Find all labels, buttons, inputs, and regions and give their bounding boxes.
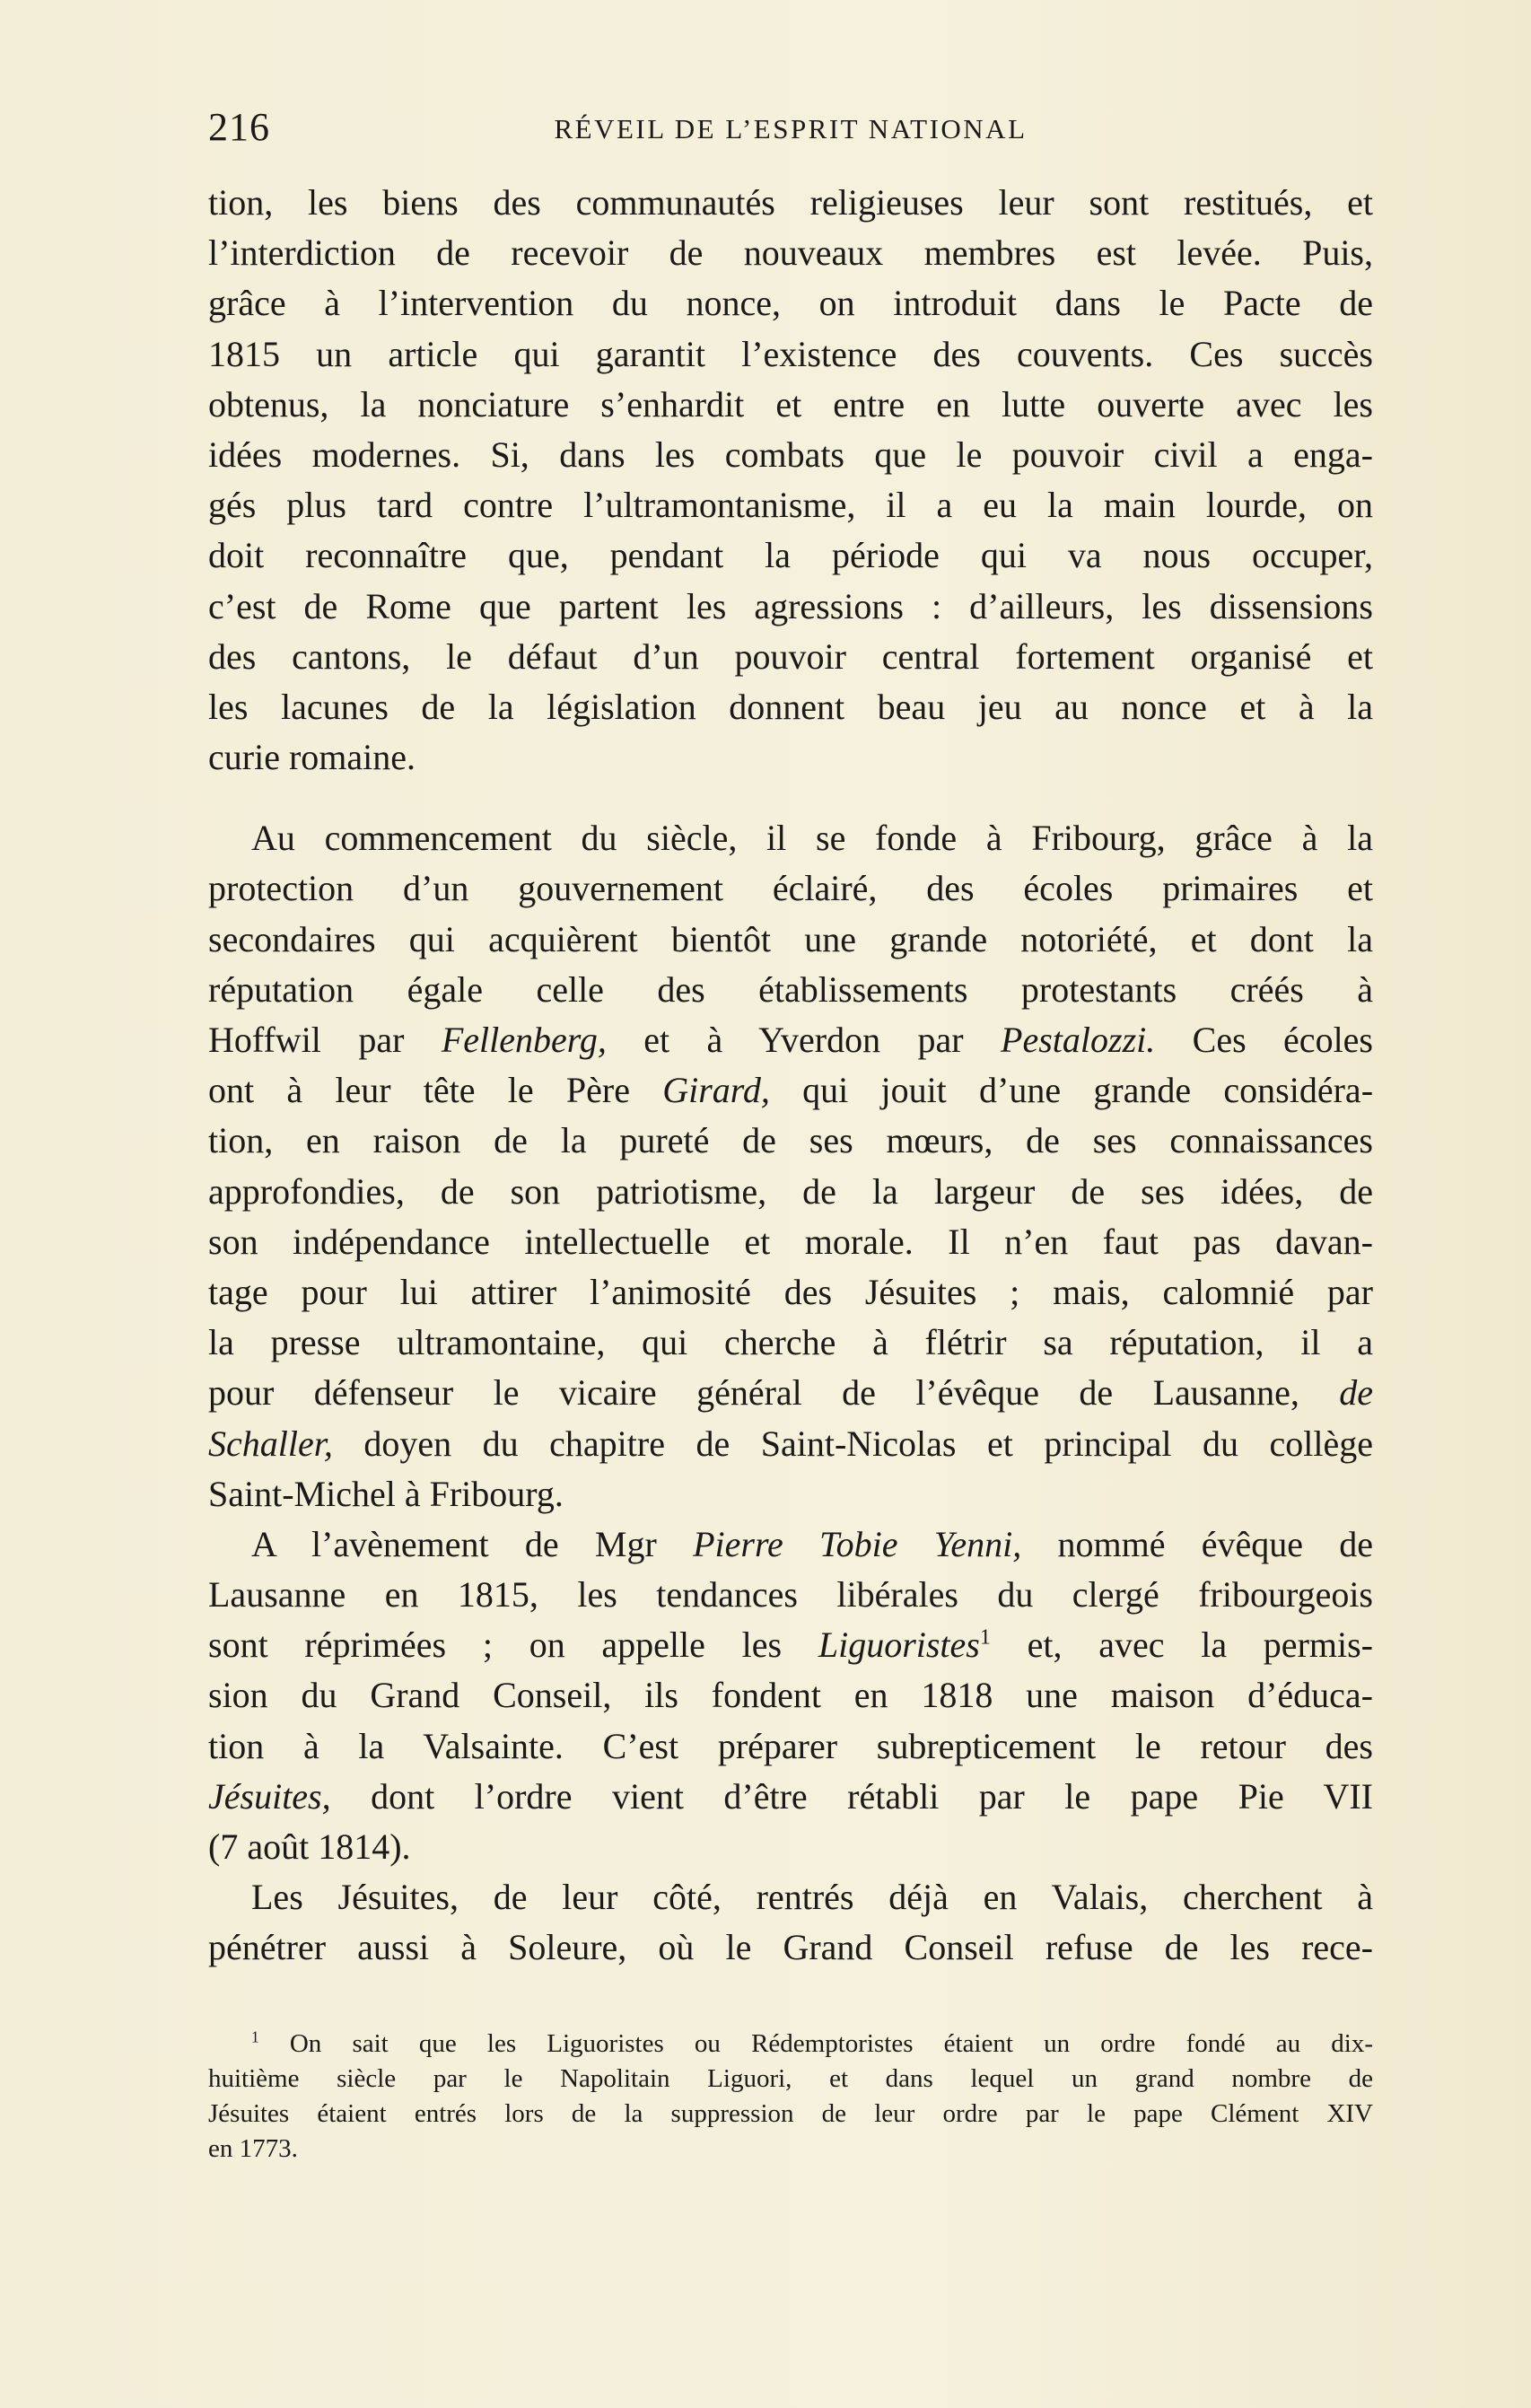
body-text xyxy=(208,178,1373,1974)
footnote xyxy=(208,2027,1373,2167)
paragraph-4 xyxy=(208,1872,1373,1973)
text-line: idées modernes. Si, dans les combats que le pouvoir civil a enga- xyxy=(208,433,1373,475)
text-run: et à Yverdon par xyxy=(606,1020,1002,1060)
text-run: Ces écoles xyxy=(1155,1020,1373,1060)
text-line: tion, en raison de la pureté de ses mœurs, de ses connaissances xyxy=(208,1120,1373,1161)
text-line xyxy=(208,1015,1373,1065)
text-line xyxy=(208,1419,1373,1469)
text-run: ont à leur tête le Père xyxy=(208,1070,663,1111)
text-line: des cantons, le défaut d’un pouvoir central fortement organisé et xyxy=(208,635,1373,677)
text-line: Lausanne en 1815, les tendances libérales du clergé fribourgeois xyxy=(208,1574,1373,1616)
name-yenni: Pierre Tobie Yenni, xyxy=(693,1523,1022,1564)
name-de: de xyxy=(1339,1372,1373,1414)
text-line: sion du Grand Conseil, ils fondent en 1818 une maison d’éduca- xyxy=(208,1675,1373,1716)
name-girard: Girard, xyxy=(662,1070,770,1111)
text-line xyxy=(208,1620,1373,1670)
text-line: curie romaine. xyxy=(208,737,416,778)
name-schaller: Schaller, xyxy=(208,1423,333,1464)
paragraph-2 xyxy=(208,813,1373,1519)
text-line: grâce à l’intervention du nonce, on introduit dans le Pacte de xyxy=(208,283,1373,324)
text-line xyxy=(208,1772,1373,1822)
page-number: 216 xyxy=(208,105,270,149)
text-line: c’est de Rome que partent les agressions : d’ailleurs, les dissensions xyxy=(208,585,1373,626)
text-line: (7 août 1814). xyxy=(208,1826,411,1867)
text-line xyxy=(208,1065,1373,1116)
footnote-line xyxy=(208,2027,1373,2062)
text-line: l’interdiction de recevoir de nouveaux membres est levée. Puis, xyxy=(208,232,1373,274)
text-run: doyen du chapitre de Saint-Nicolas et principal du collège xyxy=(332,1423,1373,1464)
paragraph-gap xyxy=(208,783,1373,813)
text-line: tion, les biens des communautés religieuses leur sont restitués, et xyxy=(208,182,1373,223)
term-liguoristes: Liguoristes xyxy=(818,1624,980,1666)
text-line: 1815 un article qui garantit l’existence des couvents. Ces succès xyxy=(208,333,1373,374)
footnote-line: huitième siècle par le Napolitain Liguori, et dans lequel un grand nombre de xyxy=(208,2064,1373,2093)
text-line: Les Jésuites, de leur côté, rentrés déjà en Valais, cherchent à xyxy=(251,1877,1373,1918)
page-header xyxy=(208,104,1373,158)
text-line: son indépendance intellectuelle et morale. Il n’en faut pas davan- xyxy=(208,1221,1373,1262)
text-line: gés plus tard contre l’ultramontanisme, il a eu la main lourde, on xyxy=(208,485,1373,526)
text-line: approfondies, de son patriotisme, de la largeur de ses idées, de xyxy=(208,1170,1373,1212)
text-line: les lacunes de la législation donnent beau jeu au nonce et à la xyxy=(208,686,1373,727)
running-title: RÉVEIL DE L’ESPRIT NATIONAL xyxy=(554,113,1028,144)
text-run: A l’avènement de Mgr xyxy=(251,1523,694,1564)
text-run: On sait que les Liguoristes ou Rédemptoristes étaient un ordre fondé au dix- xyxy=(258,2029,1373,2058)
name-pestalozzi: Pestalozzi. xyxy=(1001,1020,1156,1060)
text-run: sont réprimées ; on appelle les xyxy=(208,1624,818,1666)
footnote-line: en 1773. xyxy=(208,2134,298,2163)
text-run: qui jouit d’une grande considéra- xyxy=(769,1070,1373,1111)
paragraph-3 xyxy=(208,1519,1373,1872)
text-line: doit reconnaître que, pendant la période qui va nous occuper, xyxy=(208,535,1373,576)
text-run: dont l’ordre vient d’être rétabli par le pape Pie VII xyxy=(330,1775,1373,1817)
text-line: réputation égale celle des établissements protestants créés à xyxy=(208,968,1373,1010)
name-fellenberg: Fellenberg, xyxy=(441,1020,607,1060)
text-run: nommé évêque de xyxy=(1021,1523,1373,1564)
text-run: Hoffwil par xyxy=(208,1020,442,1060)
paragraph-1 xyxy=(208,178,1373,783)
text-run: et, avec la permis- xyxy=(990,1624,1373,1666)
text-run: pour défenseur le vicaire général de l’évêque de Lausanne, xyxy=(208,1372,1340,1414)
text-line xyxy=(208,1368,1373,1418)
footnote-marker: 1 xyxy=(251,2027,259,2046)
text-line: la presse ultramontaine, qui cherche à flétrir sa réputation, il a xyxy=(208,1322,1373,1363)
text-line: tion à la Valsainte. C’est préparer subrepticement le retour des xyxy=(208,1725,1373,1766)
text-line: secondaires qui acquièrent bientôt une grande notoriété, et dont la xyxy=(208,918,1373,959)
text-line: Au commencement du siècle, il se fonde à Fribourg, grâce à la xyxy=(251,818,1373,859)
text-line: obtenus, la nonciature s’enhardit et entre en lutte ouverte avec les xyxy=(208,383,1373,425)
text-line: protection d’un gouvernement éclairé, des écoles primaires et xyxy=(208,868,1373,909)
term-jesuites: Jésuites, xyxy=(208,1775,331,1817)
text-line xyxy=(208,1519,1373,1570)
footnote-line: Jésuites étaient entrés lors de la suppression de leur ordre par le pape Clément XIV xyxy=(208,2099,1373,2128)
text-line: tage pour lui attirer l’animosité des Jésuites ; mais, calomnié par xyxy=(208,1271,1373,1312)
text-line: Saint-Michel à Fribourg. xyxy=(208,1473,564,1514)
text-line: pénétrer aussi à Soleure, où le Grand Conseil refuse de les rece- xyxy=(208,1927,1373,1968)
footnote-ref[interactable]: 1 xyxy=(979,1625,991,1650)
